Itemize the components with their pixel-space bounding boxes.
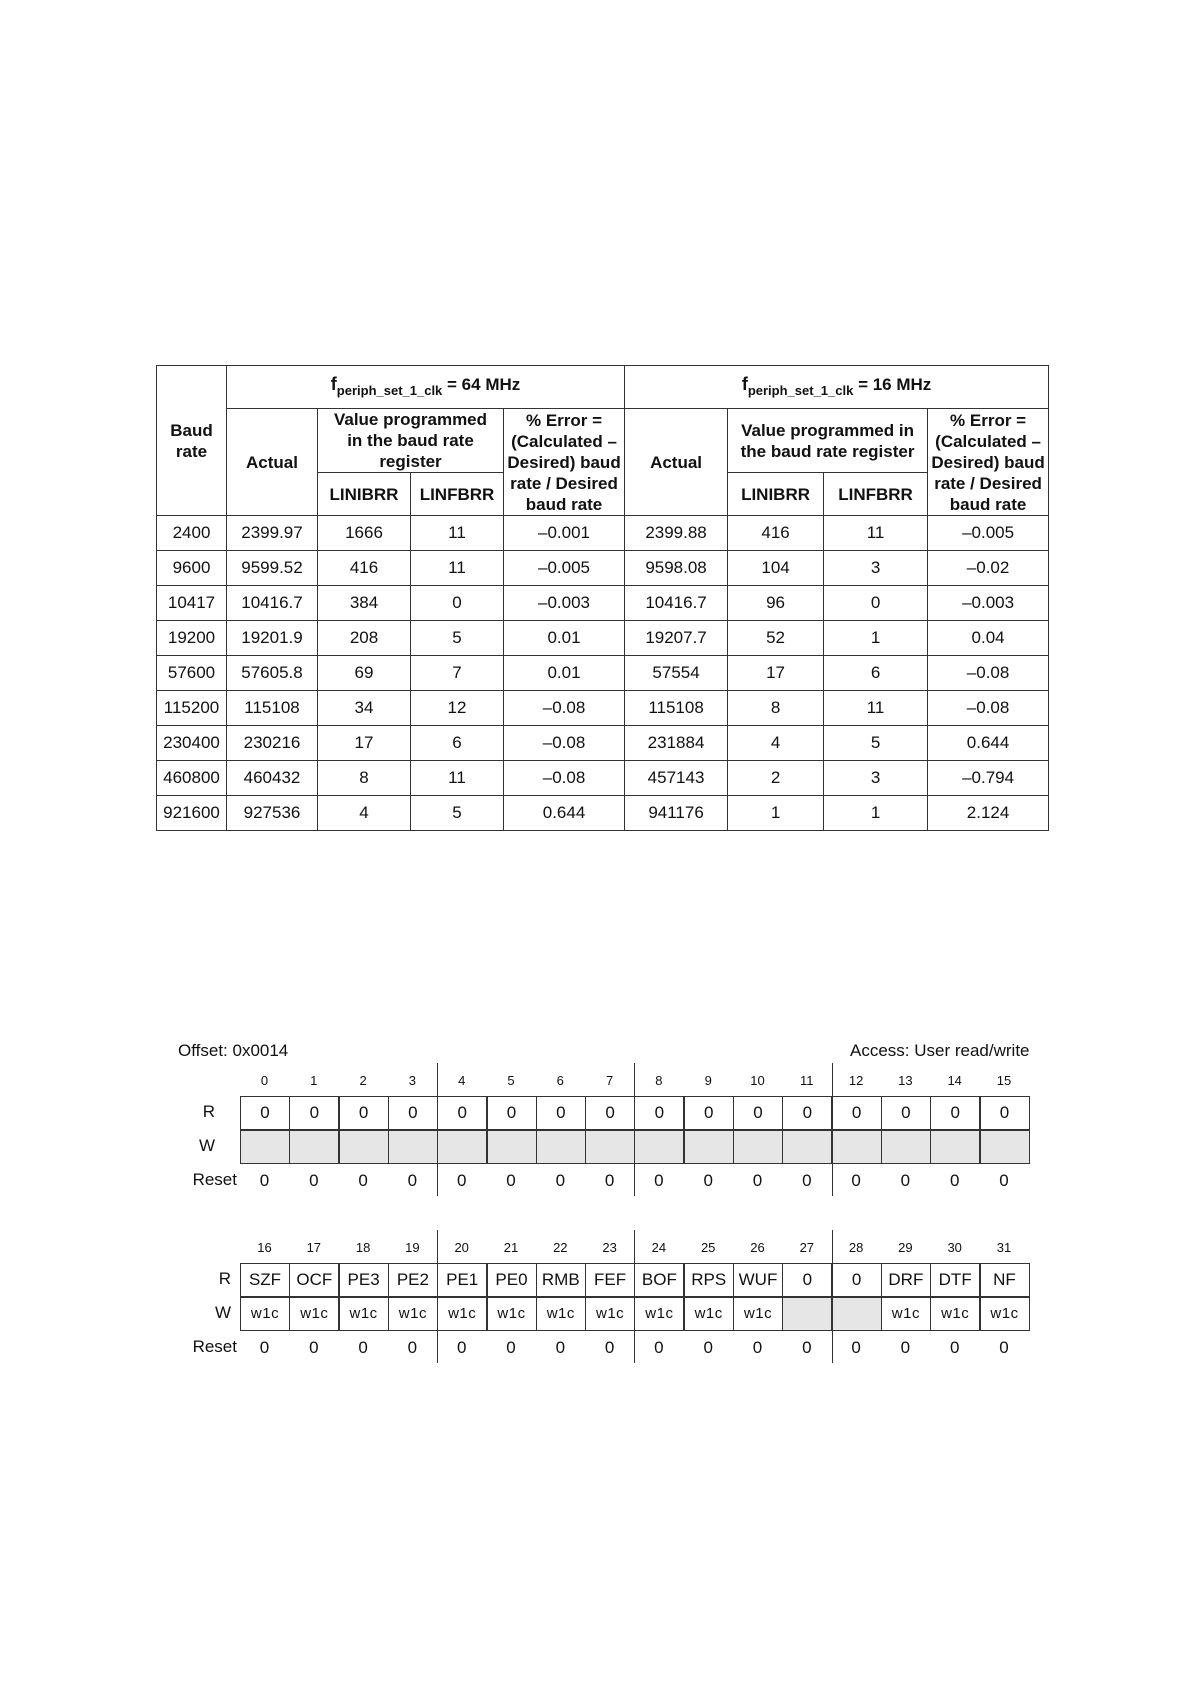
table-cell: –0.08 — [928, 691, 1049, 726]
register-field-read: 0 — [930, 1096, 980, 1130]
row-label-r: R — [202, 1102, 215, 1121]
register-field-read: 0 — [782, 1096, 832, 1130]
table-cell: 927536 — [227, 796, 318, 831]
row-label-reset: Reset — [192, 1337, 237, 1356]
bit-number: 4 — [458, 1073, 466, 1088]
table-cell: 230400 — [157, 726, 227, 761]
reset-value: 0 — [309, 1171, 319, 1190]
reset-value: 0 — [851, 1338, 861, 1357]
register-field-write: w1c — [437, 1297, 487, 1331]
table-cell: 104 — [728, 551, 824, 586]
register-field-reserved — [782, 1130, 832, 1164]
table-cell: 1666 — [318, 516, 411, 551]
register-field-reserved — [782, 1297, 832, 1331]
register-field-read: 0 — [634, 1096, 684, 1130]
table-cell: 457143 — [625, 761, 728, 796]
register-field-read: PE2 — [388, 1263, 438, 1297]
bit-number: 22 — [553, 1240, 568, 1255]
register-field-reserved — [634, 1130, 684, 1164]
reset-value: 0 — [900, 1171, 911, 1190]
register-field-read: 0 — [980, 1096, 1030, 1130]
nibble-divider — [437, 1063, 438, 1196]
table-cell: 115108 — [625, 691, 728, 726]
bit-number: 7 — [605, 1073, 614, 1088]
table-cell: –0.08 — [928, 656, 1049, 691]
register-field-read: DRF — [881, 1263, 931, 1297]
table-cell: –0.003 — [504, 586, 625, 621]
table-cell: 0.644 — [504, 796, 625, 831]
header-value-programmed-16: Value programmed in the baud rate register — [728, 409, 928, 473]
reset-value: 0 — [999, 1171, 1009, 1190]
bit-number: 0 — [260, 1073, 269, 1088]
table-row — [157, 551, 1049, 586]
table-row — [157, 621, 1049, 656]
reset-value: 0 — [456, 1171, 467, 1190]
bit-number: 19 — [405, 1240, 420, 1255]
table-cell: 4 — [728, 726, 824, 761]
bit-number: 14 — [947, 1073, 962, 1088]
reset-value: 0 — [407, 1171, 418, 1190]
header-error-64: % Error = (Calculated – Desired) baud rate / Desired baud rate — [504, 409, 625, 516]
bit-number: 6 — [556, 1073, 564, 1088]
header-value-programmed-64: Value programmed in the baud rate register — [318, 409, 504, 473]
table-cell: 57600 — [157, 656, 227, 691]
table-row — [157, 516, 1049, 551]
register-field-write: w1c — [339, 1297, 389, 1331]
bit-number: 27 — [799, 1240, 815, 1255]
table-cell: 7 — [411, 656, 504, 691]
table-cell: 2.124 — [928, 796, 1049, 831]
register-field-read: WUF — [733, 1263, 783, 1297]
table-cell: –0.08 — [504, 691, 625, 726]
reset-value: 0 — [506, 1338, 516, 1357]
table-cell: 52 — [728, 621, 824, 656]
reset-value: 0 — [752, 1171, 763, 1190]
reset-value: 0 — [949, 1338, 960, 1357]
register-field-read: 0 — [437, 1096, 487, 1130]
table-cell: 460800 — [157, 761, 227, 796]
bit-number: 15 — [996, 1073, 1012, 1088]
table-cell: 57554 — [625, 656, 728, 691]
register-field-write: w1c — [881, 1297, 931, 1331]
table-cell: –0.02 — [928, 551, 1049, 586]
bit-number: 5 — [507, 1073, 515, 1088]
table-cell: 57605.8 — [227, 656, 318, 691]
table-cell: 2400 — [157, 516, 227, 551]
register-field-write: w1c — [289, 1297, 339, 1331]
register-field-reserved — [240, 1130, 290, 1164]
nibble-divider — [832, 1063, 833, 1196]
register-field-reserved — [832, 1297, 882, 1331]
register-field-read: OCF — [289, 1263, 339, 1297]
register-field-read: NF — [980, 1263, 1030, 1297]
table-cell: 3 — [824, 551, 928, 586]
bit-number: 20 — [454, 1240, 469, 1255]
register-field-read: DTF — [930, 1263, 980, 1297]
table-cell: 2 — [728, 761, 824, 796]
bit-number: 9 — [704, 1073, 712, 1088]
nibble-divider — [634, 1230, 635, 1363]
table-cell: 0.04 — [928, 621, 1049, 656]
table-cell: 19207.7 — [625, 621, 728, 656]
register-field-read: 0 — [240, 1096, 290, 1130]
table-cell: 11 — [411, 516, 504, 551]
reset-value: 0 — [309, 1338, 319, 1357]
register-field-reserved — [289, 1130, 339, 1164]
table-cell: 0.01 — [504, 656, 625, 691]
table-cell: 460432 — [227, 761, 318, 796]
register-field-read: 0 — [487, 1096, 537, 1130]
table-cell: 5 — [824, 726, 928, 761]
register-field-read: 0 — [733, 1096, 783, 1130]
reset-value: 0 — [654, 1171, 664, 1190]
reset-value: 0 — [703, 1338, 713, 1357]
table-cell: 115108 — [227, 691, 318, 726]
header-clock-64mhz: $f_{periph\_set\_1\_clk} = 64$ MHz — [227, 366, 625, 409]
table-cell: 69 — [318, 656, 411, 691]
register-field-write: w1c — [240, 1297, 290, 1331]
table-cell: 9598.08 — [625, 551, 728, 586]
table-cell: 19201.9 — [227, 621, 318, 656]
table-cell: 5 — [411, 796, 504, 831]
register-field-reserved — [388, 1130, 438, 1164]
reset-value: 0 — [358, 1171, 368, 1190]
register-field-read: 0 — [881, 1096, 931, 1130]
table-cell: 1 — [728, 796, 824, 831]
reset-value: 0 — [703, 1171, 713, 1190]
register-field-reserved — [536, 1130, 586, 1164]
table-cell: 416 — [318, 551, 411, 586]
reset-value: 0 — [752, 1338, 763, 1357]
register-field-write: w1c — [487, 1297, 537, 1331]
register-field-read: PE0 — [487, 1263, 537, 1297]
table-cell: 6 — [411, 726, 504, 761]
reset-value: 0 — [555, 1171, 566, 1190]
table-cell: –0.005 — [504, 551, 625, 586]
bit-number: 25 — [700, 1240, 716, 1255]
reset-value: 0 — [358, 1338, 368, 1357]
table-cell: 9599.52 — [227, 551, 318, 586]
table-cell: –0.08 — [504, 761, 625, 796]
header-actual-16: Actual — [625, 409, 728, 516]
header-actual-64: Actual — [227, 409, 318, 516]
reset-value: 0 — [456, 1338, 467, 1357]
register-field-reserved — [832, 1130, 882, 1164]
table-cell: 34 — [318, 691, 411, 726]
register-field-read: 0 — [585, 1096, 635, 1130]
reset-value: 0 — [259, 1171, 270, 1190]
table-cell: 6 — [824, 656, 928, 691]
row-label-w: W — [198, 1136, 215, 1155]
table-row — [157, 726, 1049, 761]
nibble-divider — [437, 1230, 438, 1363]
register-field-read: 0 — [289, 1096, 339, 1130]
table-cell: 10416.7 — [227, 586, 318, 621]
register-field-write: w1c — [684, 1297, 734, 1331]
register-field-reserved — [930, 1130, 980, 1164]
bit-number: 2 — [359, 1073, 367, 1088]
table-cell: 9600 — [157, 551, 227, 586]
bit-number: 10 — [750, 1073, 765, 1088]
reset-value: 0 — [604, 1338, 615, 1357]
table-cell: 921600 — [157, 796, 227, 831]
bit-number: 13 — [898, 1073, 913, 1088]
nibble-divider — [634, 1063, 635, 1196]
table-row — [157, 761, 1049, 796]
register-field-write: w1c — [733, 1297, 783, 1331]
table-cell: 0.644 — [928, 726, 1049, 761]
table-cell: –0.794 — [928, 761, 1049, 796]
bit-number: 17 — [306, 1240, 322, 1255]
register-field-read: 0 — [339, 1096, 389, 1130]
register-field-write: w1c — [980, 1297, 1030, 1331]
register-field-write: w1c — [930, 1297, 980, 1331]
register-field-read: FEF — [585, 1263, 635, 1297]
register-field-reserved — [684, 1130, 734, 1164]
table-cell: 941176 — [625, 796, 728, 831]
register-field-read: BOF — [634, 1263, 684, 1297]
bit-number: 28 — [848, 1240, 864, 1255]
table-cell: 384 — [318, 586, 411, 621]
register-offset: Offset: 0x0014 — [178, 1041, 289, 1060]
header-linfbrr-16: LINFBRR — [824, 473, 928, 516]
reset-value: 0 — [604, 1171, 615, 1190]
table-cell: 115200 — [157, 691, 227, 726]
register-field-reserved — [487, 1130, 537, 1164]
table-cell: 0 — [411, 586, 504, 621]
bit-number: 26 — [750, 1240, 765, 1255]
reset-value: 0 — [407, 1338, 418, 1357]
register-field-reserved — [585, 1130, 635, 1164]
register-field-write: w1c — [585, 1297, 635, 1331]
register-access: Access: User read/write — [850, 1041, 1030, 1060]
table-cell: 0 — [824, 586, 928, 621]
register-field-read: 0 — [684, 1096, 734, 1130]
header-linibrr-16: LINIBRR — [728, 473, 824, 516]
register-field-read: 0 — [832, 1263, 882, 1297]
table-cell: –0.003 — [928, 586, 1049, 621]
reset-value: 0 — [802, 1171, 812, 1190]
nibble-divider — [832, 1230, 833, 1363]
bit-number: 8 — [655, 1073, 663, 1088]
reset-value: 0 — [506, 1171, 516, 1190]
bit-number: 12 — [848, 1073, 864, 1088]
bit-number: 1 — [310, 1073, 318, 1088]
table-row — [157, 796, 1049, 831]
register-field-reserved — [881, 1130, 931, 1164]
table-cell: 4 — [318, 796, 411, 831]
table-cell: 1 — [824, 796, 928, 831]
reset-value: 0 — [900, 1338, 911, 1357]
reset-value: 0 — [851, 1171, 861, 1190]
bit-number: 11 — [800, 1073, 814, 1088]
table-row — [157, 586, 1049, 621]
table-cell: 230216 — [227, 726, 318, 761]
table-cell: 8 — [318, 761, 411, 796]
table-cell: 12 — [411, 691, 504, 726]
bit-number: 3 — [408, 1073, 416, 1088]
register-field-read: SZF — [240, 1263, 290, 1297]
register-field-read: 0 — [782, 1263, 832, 1297]
bit-number: 21 — [503, 1240, 519, 1255]
reset-value: 0 — [654, 1338, 664, 1357]
register-field-reserved — [339, 1130, 389, 1164]
bit-number: 16 — [257, 1240, 272, 1255]
register-field-read: PE1 — [437, 1263, 487, 1297]
register-field-read: PE3 — [339, 1263, 389, 1297]
baud-rate-table — [156, 365, 1049, 831]
register-field-write: w1c — [634, 1297, 684, 1331]
table-cell: –0.08 — [504, 726, 625, 761]
table-cell: 11 — [824, 516, 928, 551]
bit-number: 29 — [898, 1240, 913, 1255]
table-cell: 10417 — [157, 586, 227, 621]
register-field-write: w1c — [388, 1297, 438, 1331]
table-row — [157, 656, 1049, 691]
register-field-read: 0 — [388, 1096, 438, 1130]
header-baud-rate: Baud rate — [157, 366, 227, 516]
register-field-read: 0 — [832, 1096, 882, 1130]
reset-value: 0 — [555, 1338, 566, 1357]
table-cell: 10416.7 — [625, 586, 728, 621]
header-clock-16mhz: $f_{periph\_set\_1\_clk} = 16$ MHz — [625, 366, 1049, 409]
table-cell: –0.005 — [928, 516, 1049, 551]
table-row — [157, 691, 1049, 726]
table-cell: 11 — [411, 761, 504, 796]
header-error-16: % Error = (Calculated – Desired) baud rate / Desired baud rate — [928, 409, 1049, 516]
table-cell: 5 — [411, 621, 504, 656]
table-cell: 8 — [728, 691, 824, 726]
bit-number: 23 — [602, 1240, 617, 1255]
row-label-r: R — [218, 1269, 231, 1288]
table-cell: 11 — [411, 551, 504, 586]
register-field-reserved — [733, 1130, 783, 1164]
register-field-read: 0 — [536, 1096, 586, 1130]
register-field-read: RPS — [684, 1263, 734, 1297]
table-cell: 19200 — [157, 621, 227, 656]
table-cell: 11 — [824, 691, 928, 726]
reset-value: 0 — [949, 1171, 960, 1190]
table-cell: 2399.88 — [625, 516, 728, 551]
row-label-w: W — [214, 1303, 231, 1322]
table-cell: 17 — [728, 656, 824, 691]
table-cell: 0.01 — [504, 621, 625, 656]
bit-number: 18 — [355, 1240, 371, 1255]
bit-number: 30 — [947, 1240, 962, 1255]
row-label-reset: Reset — [192, 1170, 237, 1189]
register-field-reserved — [437, 1130, 487, 1164]
table-cell: 2399.97 — [227, 516, 318, 551]
register-field-write: w1c — [536, 1297, 586, 1331]
bit-number: 24 — [651, 1240, 667, 1255]
table-cell: –0.001 — [504, 516, 625, 551]
reset-value: 0 — [259, 1338, 270, 1357]
table-cell: 1 — [824, 621, 928, 656]
reset-value: 0 — [999, 1338, 1009, 1357]
reset-value: 0 — [802, 1338, 812, 1357]
register-field-reserved — [980, 1130, 1030, 1164]
bit-number: 31 — [996, 1240, 1012, 1255]
header-linibrr-64: LINIBRR — [318, 473, 411, 516]
register-field-read: RMB — [536, 1263, 586, 1297]
table-cell: 3 — [824, 761, 928, 796]
table-cell: 96 — [728, 586, 824, 621]
table-cell: 208 — [318, 621, 411, 656]
table-cell: 17 — [318, 726, 411, 761]
table-cell: 231884 — [625, 726, 728, 761]
table-cell: 416 — [728, 516, 824, 551]
header-linfbrr-64: LINFBRR — [411, 473, 504, 516]
